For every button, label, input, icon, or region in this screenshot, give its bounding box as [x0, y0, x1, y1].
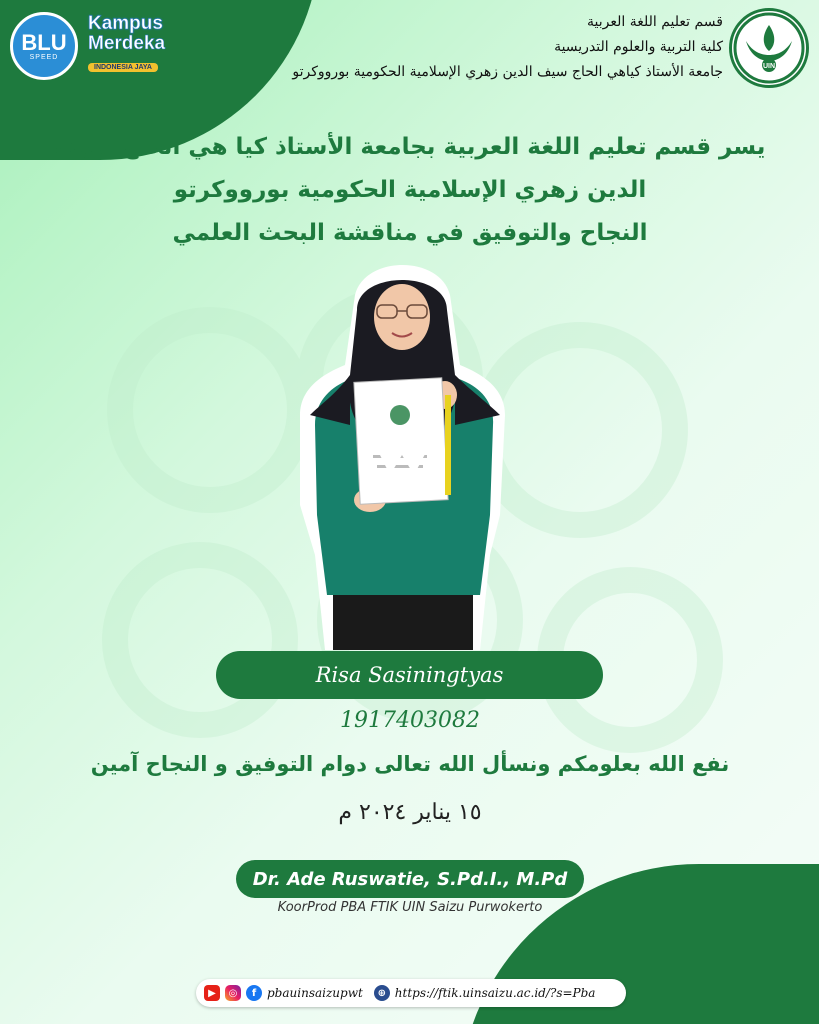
blu-speed-logo	[10, 12, 78, 80]
social-handle[interactable]: pbauinsaizupwt	[267, 986, 363, 1000]
signatory-role: KoorProd PBA FTIK UIN Saizu Purwokerto	[277, 900, 543, 915]
instagram-icon[interactable]: ◎	[225, 985, 241, 1001]
title-line-3: النجاح والتوفيق في مناقشة البحث العلمي	[172, 220, 648, 246]
kampus-merdeka-logo	[88, 14, 184, 70]
signatory-name: Dr. Ade Ruswatie, S.Pd.I., M.Pd	[252, 868, 568, 890]
announcement-title	[40, 126, 780, 255]
kampus-logo-line2: Merdeka	[88, 33, 166, 54]
kampus-logo-tagline: INDONESIA JAYA	[88, 63, 158, 72]
title-line-1: يسر قسم تعليم اللغة العربية بجامعة الأستاذ كيا هي الحاج سيف	[54, 134, 766, 160]
graduate-id-number: 1917403082	[340, 708, 480, 733]
graduate-name: Risa Sasiningtyas	[315, 663, 504, 687]
uin-logo-text: UIN	[762, 63, 776, 70]
social-media-bar	[196, 979, 626, 1007]
graduate-name-banner	[216, 651, 603, 699]
department-name: قسم تعليم اللغة العربية	[587, 14, 723, 30]
signatory-banner	[236, 860, 584, 898]
graduate-photo	[295, 255, 510, 650]
university-name: جامعة الأستاذ كياهي الحاج سيف الدين زهري الإسلامية الحكومية بورووكرتو	[292, 64, 723, 80]
website-link[interactable]: https://ftik.uinsaizu.ac.id/?s=Pba	[394, 986, 596, 1000]
kampus-logo-line1: Kampus	[88, 13, 163, 34]
facebook-icon[interactable]: f	[246, 985, 262, 1001]
youtube-icon[interactable]: ▶	[204, 985, 220, 1001]
uin-saizu-logo	[729, 8, 809, 88]
date-text: ١٥ يناير ٢٠٢٤ م	[338, 800, 482, 825]
blu-logo-text: BLU	[21, 29, 67, 55]
globe-icon[interactable]: ⊕	[374, 985, 390, 1001]
institution-header	[223, 10, 723, 85]
blu-logo-subtext: SPEED	[29, 53, 59, 61]
prayer-text: نفع الله بعلومكم ونسأل الله تعالى دوام التوفيق و النجاح آمين	[90, 752, 730, 776]
faculty-name: كلية التربية والعلوم التدريسية	[554, 39, 723, 55]
uin-emblem-icon	[732, 11, 806, 85]
title-line-2: الدين زهري الإسلامية الحكومية بورووكرتو	[173, 177, 647, 203]
